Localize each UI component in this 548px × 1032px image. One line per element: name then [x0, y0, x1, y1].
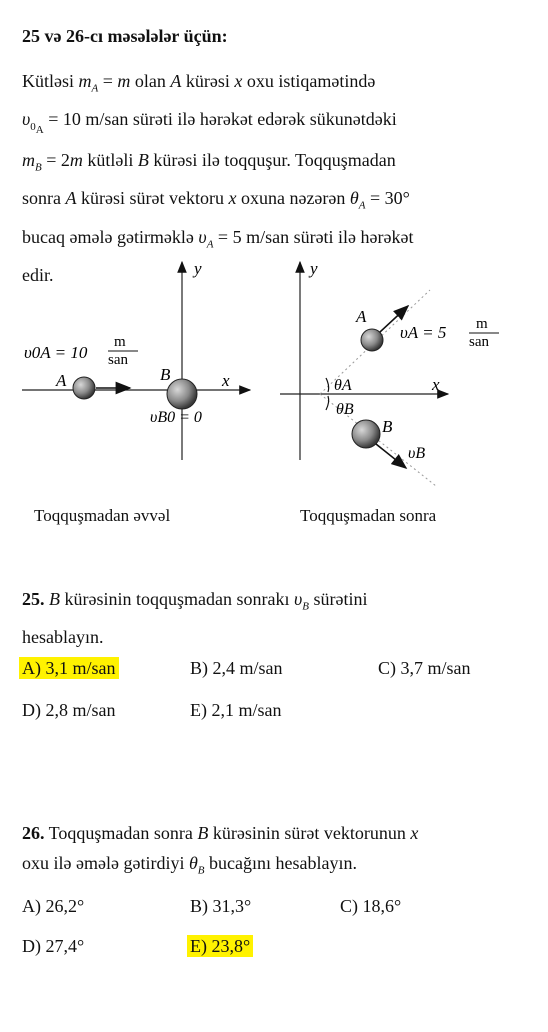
angle-arc-b — [326, 396, 329, 410]
unit-numerator: m — [114, 334, 126, 350]
vB-label: υB — [408, 445, 426, 462]
caption-after: Toqquşmadan sonra — [300, 506, 437, 525]
q26-option-c[interactable]: C) 18,6° — [340, 896, 402, 916]
q25-option-b[interactable]: B) 2,4 m/san — [190, 658, 283, 678]
sphere-b — [352, 420, 380, 448]
q25-option-a[interactable]: A) 3,1 m/san — [22, 658, 119, 679]
problem-statement: Kütləsi $m_A = m$ olan A kürəsi x oxu istiqamətində $\upsilon_{0_A} = 10$ m/san sürəti ilə hərəkət edərək sükunətdəki $m_B = 2m$ kütləli B kürəsi ilə toqquşur. Toqquşmadan sonra A kürəsi sürət vektoru x oxuna nəzərən $\theta_A = 30^\circ$ bucaq əmələ gətirməklə $\upsilon_A = 5$ m/san sürəti ilə hərəkət edir. — [22, 71, 414, 285]
thetaA-label: θA — [334, 377, 352, 394]
vA-label: υA = 5 — [400, 323, 447, 342]
x-axis-label: x — [222, 371, 230, 390]
caption-before: Toqquşmadan əvvəl — [34, 506, 171, 525]
problem-heading: 25 və 26-cı məsələlər üçün: — [22, 26, 228, 46]
unit-numerator: m — [476, 316, 488, 332]
q26-option-a[interactable]: A) 26,2° — [22, 896, 85, 916]
v0A-label: υ0A = 10 — [24, 343, 88, 362]
y-axis-label: y — [194, 259, 202, 278]
sphere-a-label: A — [56, 371, 67, 390]
vB0-label: υB0 = 0 — [150, 409, 202, 426]
unit-denominator: san — [108, 352, 128, 368]
question-25: 25. B kürəsinin toqquşmadan sonrakı $\upsilon_B$ sürətini hesablayın. — [22, 589, 368, 647]
sphere-b — [167, 379, 197, 409]
x-axis-label: x — [432, 375, 440, 394]
q26-option-e[interactable]: E) 23,8° — [190, 936, 253, 957]
q25-option-d[interactable]: D) 2,8 m/san — [22, 700, 116, 720]
q25-option-c[interactable]: C) 3,7 m/san — [378, 658, 471, 678]
figure-after-collision — [270, 250, 540, 490]
sphere-a — [73, 377, 95, 399]
figure-before-collision — [0, 250, 260, 490]
q25-option-e[interactable]: E) 2,1 m/san — [190, 700, 282, 720]
sphere-a — [361, 329, 383, 351]
unit-denominator: san — [469, 334, 489, 350]
q26-option-d[interactable]: D) 27,4° — [22, 936, 85, 956]
velocity-arrow-b — [376, 444, 406, 468]
sphere-b-label: B — [160, 365, 171, 384]
sphere-b-label: B — [382, 417, 393, 436]
angle-arc-a — [326, 378, 329, 392]
question-26: 26. Toqquşmadan sonra B kürəsinin sürət vektorunun x oxu ilə əmələ gətirdiyi $\theta_B$ bucağını hesablayın. — [22, 823, 419, 877]
y-axis-label: y — [310, 259, 318, 278]
q26-option-b[interactable]: B) 31,3° — [190, 896, 252, 916]
thetaB-label: θB — [336, 401, 354, 418]
sphere-a-label: A — [356, 307, 367, 326]
